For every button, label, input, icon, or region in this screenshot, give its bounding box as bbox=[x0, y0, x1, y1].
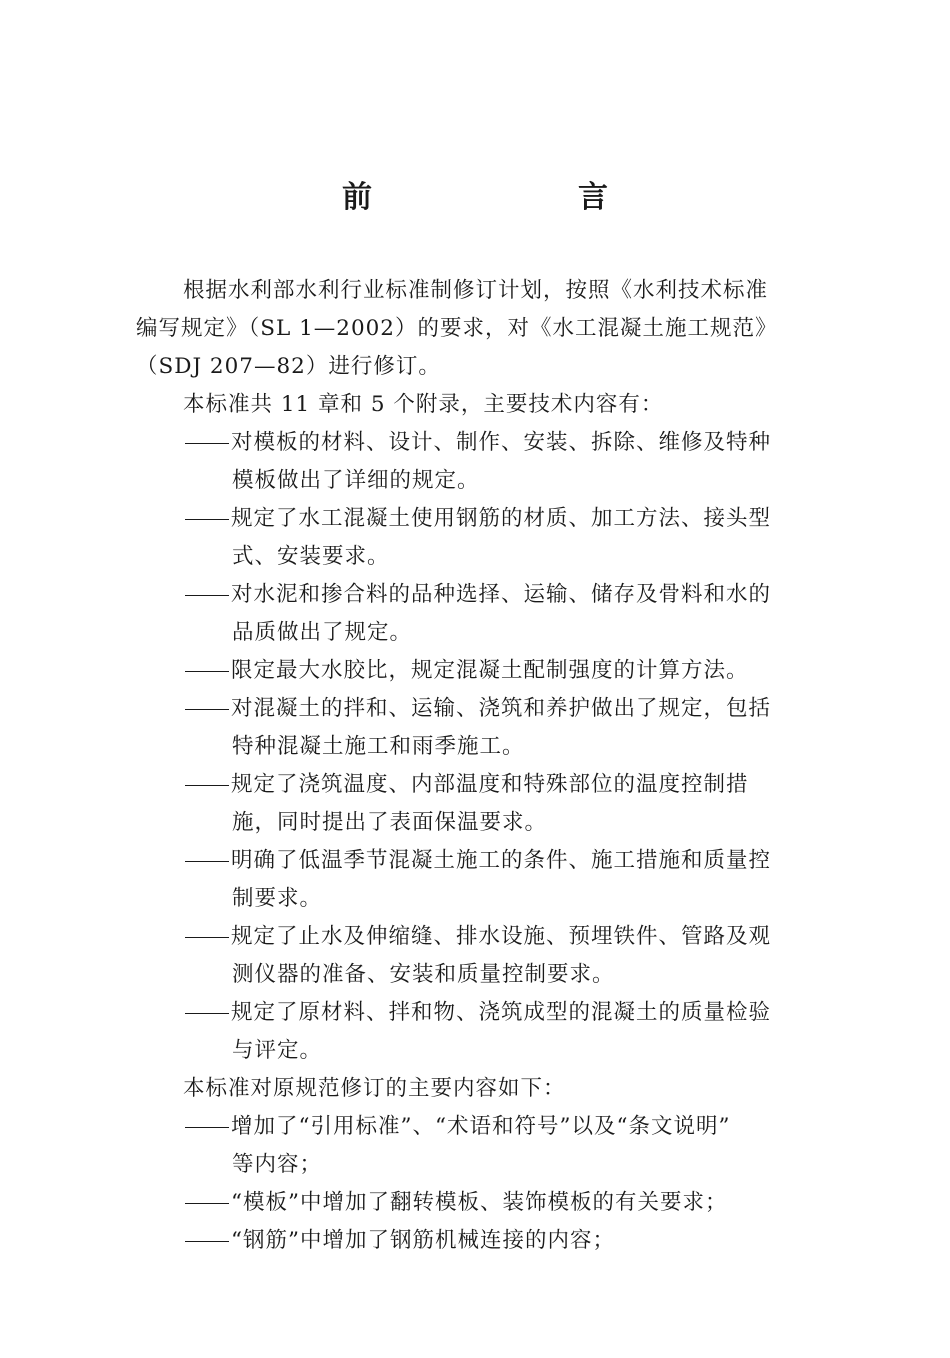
line-text: 本标准对原规范修订的主要内容如下： bbox=[183, 1076, 566, 1101]
line-text: 特种混凝土施工和雨季施工。 bbox=[232, 734, 525, 759]
bullet-line bbox=[0, 1108, 950, 1146]
line-text: 限定最大水胶比，规定混凝土配制强度的计算方法。 bbox=[231, 658, 749, 683]
preface-body bbox=[0, 272, 950, 1260]
line-text: 对水泥和掺合料的品种选择、运输、储存及骨料和水的 bbox=[231, 582, 772, 607]
bullet-line bbox=[0, 918, 950, 956]
line-text: 规定了止水及伸缩缝、排水设施、预埋铁件、管路及观 bbox=[231, 924, 772, 949]
bullet-line bbox=[0, 576, 950, 614]
line-text: 与评定。 bbox=[232, 1038, 323, 1063]
bullet-continuation bbox=[0, 804, 950, 842]
bullet-line bbox=[0, 500, 950, 538]
dash-marker bbox=[183, 576, 231, 614]
paragraph-line bbox=[0, 1070, 950, 1108]
bullet-line bbox=[0, 690, 950, 728]
dash-marker bbox=[183, 1108, 231, 1146]
line-text: 规定了水工混凝土使用钢筋的材质、加工方法、接头型 bbox=[231, 506, 772, 531]
paragraph-line bbox=[0, 272, 950, 310]
bullet-line bbox=[0, 424, 950, 462]
line-text: 本标准共 11 章和 5 个附录，主要技术内容有： bbox=[183, 392, 664, 417]
dash-marker bbox=[183, 652, 231, 690]
line-text: 规定了浇筑温度、内部温度和特殊部位的温度控制措 bbox=[231, 772, 749, 797]
bullet-line bbox=[0, 652, 950, 690]
line-text: 编写规定》（SL 1—2002）的要求，对《水工混凝土施工规范》 bbox=[136, 316, 778, 341]
bullet-line bbox=[0, 842, 950, 880]
line-text: 对混凝土的拌和、运输、浇筑和养护做出了规定，包括 bbox=[231, 696, 772, 721]
bullet-continuation bbox=[0, 462, 950, 500]
dash-marker bbox=[183, 500, 231, 538]
line-text: 施，同时提出了表面保温要求。 bbox=[232, 810, 548, 835]
line-text: 对模板的材料、设计、制作、安装、拆除、维修及特种 bbox=[231, 430, 772, 455]
dash-marker bbox=[183, 918, 231, 956]
bullet-line bbox=[0, 1222, 950, 1260]
bullet-continuation bbox=[0, 956, 950, 994]
bullet-continuation bbox=[0, 728, 950, 766]
bullet-continuation bbox=[0, 1146, 950, 1184]
dash-marker bbox=[183, 1222, 231, 1260]
line-text: 等内容； bbox=[232, 1152, 323, 1177]
line-text: 增加了“引用标准”、“术语和符号”以及“条文说明” bbox=[231, 1114, 731, 1139]
line-text: “钢筋”中增加了钢筋机械连接的内容； bbox=[231, 1228, 615, 1253]
line-text: 制要求。 bbox=[232, 886, 323, 911]
bullet-continuation bbox=[0, 614, 950, 652]
line-text: “模板”中增加了翻转模板、装饰模板的有关要求； bbox=[231, 1190, 728, 1215]
bullet-continuation bbox=[0, 1032, 950, 1070]
paragraph-line bbox=[0, 310, 950, 348]
line-text: 品质做出了规定。 bbox=[232, 620, 413, 645]
bullet-line bbox=[0, 766, 950, 804]
line-text: 测仪器的准备、安装和质量控制要求。 bbox=[232, 962, 615, 987]
bullet-line bbox=[0, 994, 950, 1032]
line-text: 式、安装要求。 bbox=[232, 544, 390, 569]
bullet-continuation bbox=[0, 880, 950, 918]
dash-marker bbox=[183, 766, 231, 804]
dash-marker bbox=[183, 424, 231, 462]
bullet-continuation bbox=[0, 538, 950, 576]
page-title: 前 言 bbox=[342, 180, 696, 215]
dash-marker bbox=[183, 690, 231, 728]
line-text: 根据水利部水利行业标准制修订计划，按照《水利技术标准 bbox=[183, 278, 769, 303]
paragraph-line bbox=[0, 348, 950, 386]
line-text: 明确了低温季节混凝土施工的条件、施工措施和质量控 bbox=[231, 848, 772, 873]
dash-marker bbox=[183, 842, 231, 880]
line-text: 模板做出了详细的规定。 bbox=[232, 468, 480, 493]
bullet-line bbox=[0, 1184, 950, 1222]
line-text: （SDJ 207—82）进行修订。 bbox=[136, 354, 441, 379]
dash-marker bbox=[183, 994, 231, 1032]
line-text: 规定了原材料、拌和物、浇筑成型的混凝土的质量检验 bbox=[231, 1000, 772, 1025]
dash-marker bbox=[183, 1184, 231, 1222]
paragraph-line bbox=[0, 386, 950, 424]
